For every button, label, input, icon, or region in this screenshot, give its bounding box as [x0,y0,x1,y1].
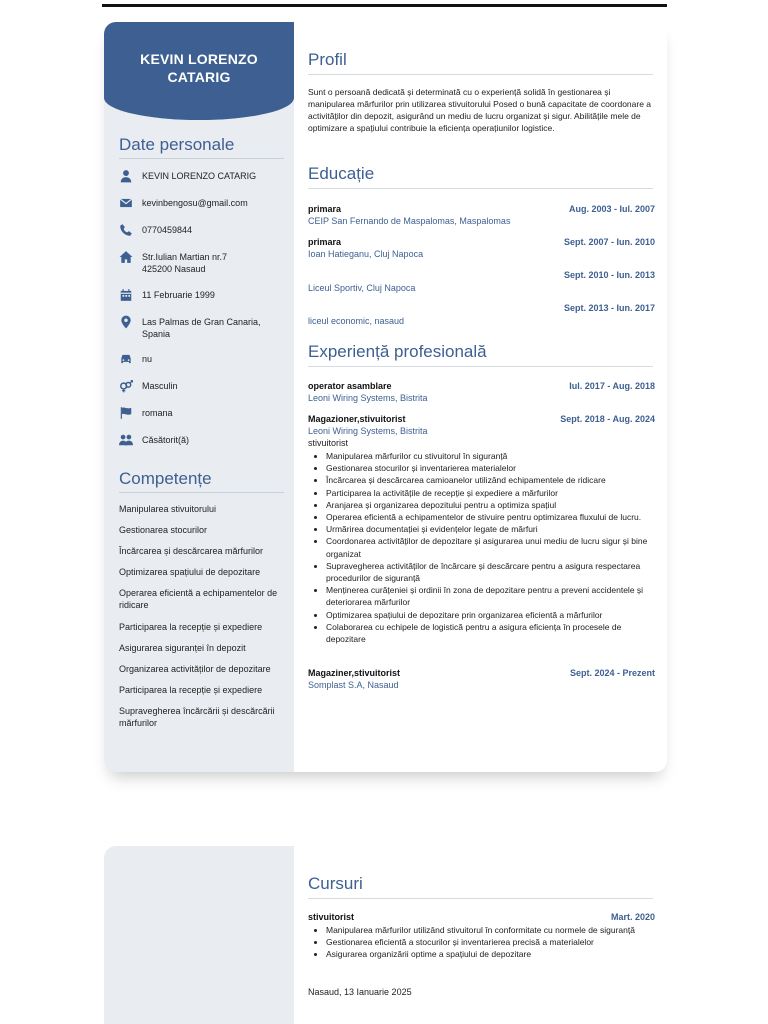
courses-heading: Cursuri [308,874,363,893]
experience-heading: Experiență profesională [308,342,487,361]
sidebar: KEVIN LORENZO CATARIG Date personale KEVIN LORENZO CATARIG kevinbengosu@gmail.com 0770459844 Str.Iulian Martian nr.7 425200 Nasaud 11 Februarie 1999 Las Palmas de Gran Canaria, Spania nu Masculin romana Căsătorit(ă) Competențe Manipularea stivuitorului Gestionarea stocurilor Încărcarea și descărcarea mărfurilor Optimizarea spațiului de depozitare Operarea eficientă a echipamentelor de ridicare Participarea la recepție și expediere Asigurarea siguranței în depozit Organizarea activităților de depozitare Participarea la recepție și expediere Supravegherea încărcării și descărcării mărfurilor [104,22,294,772]
education-school: CEIP San Fernando de Maspalomas, Maspalomas [308,216,511,226]
job-employer: Leoni Wiring Systems, Bistrita [308,426,428,436]
list-item: • Gestionarea stocurilor și inventarierea materialelor [326,462,660,474]
education-school: Ioan Hatieganu, Cluj Napoca [308,249,424,259]
cv-page-2 [104,846,667,1024]
education-date: Sept. 2007 - Iun. 2010 [563,237,655,247]
profile-heading: Profil [308,50,347,69]
job-date: Sept. 2018 - Aug. 2024 [560,414,655,424]
job-title: Magaziner,stivuitorist [308,668,401,678]
phone-icon [118,223,134,237]
person-icon [118,169,134,183]
calendar-icon [118,288,134,302]
list-item: • Participarea la activitățile de recepție și expediere a mărfurilor [326,487,660,499]
skill-item: Operarea eficientă a echipamentelor de ridicare [119,588,278,610]
list-item: • Gestionarea eficientă a stocurilor și inventarierea precisă a materialelor [326,936,660,948]
job-employer: Leoni Wiring Systems, Bistrita [308,393,428,403]
job-role: stivuitorist [308,438,349,448]
skill-item: Supravegherea încărcării și descărcării mărfurilor [119,706,275,728]
education-heading: Educație [308,164,375,183]
list-item: • Supravegherea activităților de încărcare și descărcare pentru a asigura respectarea procedurilor de siguranță [326,560,660,584]
list-item: • Optimizarea spațiului de depozitare prin organizarea eficientă a mărfurilor [326,609,660,621]
personal-heading: Date personale [119,135,235,154]
skill-item: Asigurarea siguranței în depozit [119,643,246,653]
top-rule [102,4,667,7]
couple-icon [118,433,134,447]
personal-divider [119,158,284,159]
education-date: Sept. 2010 - Iun. 2013 [563,270,655,280]
job-duties-list [312,450,660,645]
list-item: • Manipularea mărfurilor utilizând stivuitorul în conformitate cu normele de siguranță [326,924,660,936]
job-employer: Somplast S.A, Nasaud [308,680,399,690]
list-item: • Încărcarea și descărcarea camioanelor utilizând echipamentele de ridicare [326,474,660,486]
course-title: stivuitorist [308,912,355,922]
main-column [294,22,667,772]
education-divider [308,188,653,189]
job-date: Sept. 2024 - Prezent [569,668,655,678]
list-item: • Operarea eficientă a echipamentelor de stivuire pentru optimizarea fluxului de lucru. [326,511,660,523]
education-date: Sept. 2013 - Iun. 2017 [563,303,655,313]
profile-text: Sunt o persoană dedicată și determinată cu o experiență solidă în gestionarea și manipularea mărfurilor prin utilizarea stivuitorului Posed o bună capacitate de coordonare a activităților din depozit, asigurând un mediu de lucru organizat și sigur. Abilitățile mele de optimizare a spațiului contribuie la eficiența operațiunilor logistice. [308,87,652,133]
courses-divider [308,898,653,899]
skill-item: Încărcarea și descărcarea mărfurilor [119,546,264,556]
profile-divider [308,74,653,75]
education-school: liceul economic, nasaud [308,316,405,326]
experience-divider [308,366,653,367]
education-school: Liceul Sportiv, Cluj Napoca [308,283,416,293]
place-date: Nasaud, 13 Ianuarie 2025 [308,987,412,997]
list-item: • Colaborarea cu echipele de logistică pentru a asigura eficiența în procesele de depozitare [326,621,660,645]
car-icon [118,352,134,366]
education-title: primara [308,237,342,247]
course-topics-list [312,924,660,961]
gender-icon [118,379,134,393]
main-column [294,846,667,1024]
list-item: • Coordonarea activităților de depozitare și asigurarea unui mediu de lucru sigur și bine organizat [326,535,660,559]
list-item: • Manipularea mărfurilor cu stivuitorul în siguranță [326,450,660,462]
name-banner [104,22,294,120]
candidate-name: KEVIN LORENZO CATARIG [140,51,258,85]
skills-heading: Competențe [119,469,212,488]
skill-item: Gestionarea stocurilor [119,525,208,535]
job-title: Magazioner,stivuitorist [308,414,406,424]
skill-item: Organizarea activităților de depozitare [119,664,271,674]
sidebar [104,846,294,1024]
job-title: operator asamblare [308,381,392,391]
list-item: • Asigurarea organizării optime a spațiului de depozitare [326,948,660,960]
home-icon [118,250,134,264]
list-item: • Urmărirea documentației și evidențelor legate de mărfuri [326,523,660,535]
envelope-icon [118,196,134,210]
skill-item: Manipularea stivuitorului [119,504,217,514]
skill-item: Participarea la recepție și expediere [119,622,263,632]
job-date: Iul. 2017 - Aug. 2018 [569,381,655,391]
cv-page-1 [104,22,667,772]
location-pin-icon [118,315,134,329]
education-date: Aug. 2003 - Iul. 2007 [568,204,655,214]
list-item: • Aranjarea și organizarea depozitului pentru a optimiza spațiul [326,499,660,511]
skill-item: Optimizarea spațiului de depozitare [119,567,261,577]
skill-item: Participarea la recepție și expediere [119,685,263,695]
education-title: primara [308,204,342,214]
list-item: • Menținerea curățeniei și ordinii în zona de depozitare pentru a preveni accidentele și deteriorarea mărfurilor [326,584,660,608]
skills-divider [119,492,284,493]
course-date: Mart. 2020 [610,912,655,922]
flag-icon [118,406,134,420]
